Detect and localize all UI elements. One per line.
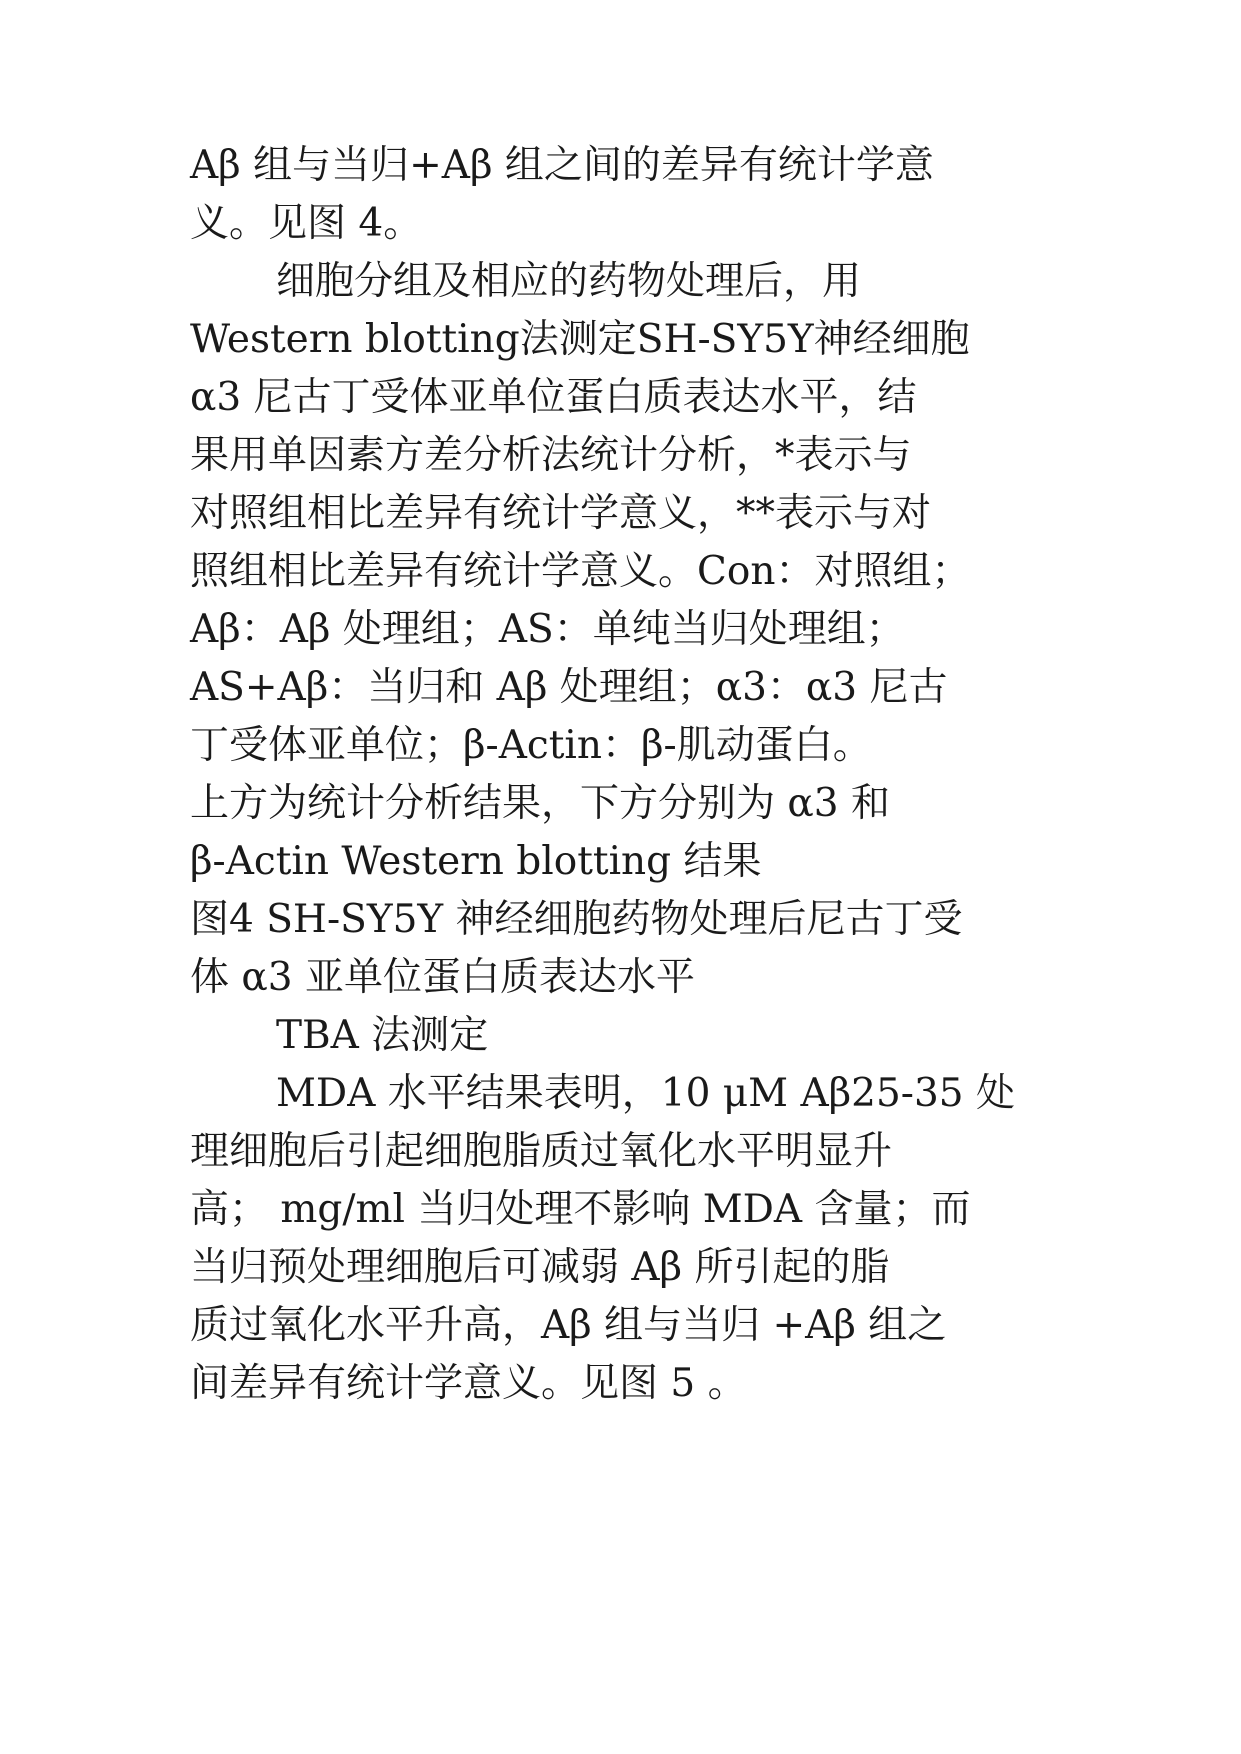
text-line: 对照组相比差异有统计学意义，**表示与对 <box>190 491 932 536</box>
figure-caption: 图4 SH-SY5Y 神经细胞药物处理后尼古丁受 <box>190 897 963 942</box>
section-heading: TBA 法测定 <box>276 1013 489 1058</box>
text-line: 丁受体亚单位；β-Actin：β-肌动蛋白。 <box>190 723 872 768</box>
paragraph-first-line: 细胞分组及相应的药物处理后，用 <box>276 259 862 304</box>
text-line: Aβ：Aβ 处理组；AS：单纯当归处理组； <box>190 607 905 652</box>
text-line: α3 尼古丁受体亚单位蛋白质表达水平，结 <box>190 375 917 420</box>
text-line: 理细胞后引起细胞脂质过氧化水平明显升 <box>190 1129 893 1174</box>
text-line: Western blotting法测定SH-SY5Y神经细胞 <box>190 317 970 362</box>
text-line: 间差异有统计学意义。见图 5 。 <box>190 1361 747 1406</box>
text-line: 义。见图 4。 <box>190 201 423 246</box>
paragraph-first-line: MDA 水平结果表明，10 μM Aβ25-35 处 <box>276 1071 1016 1116</box>
text-line: 高； mg/ml 当归处理不影响 MDA 含量；而 <box>190 1187 971 1232</box>
text-line: β-Actin Western blotting 结果 <box>190 839 762 884</box>
figure-caption: 体 α3 亚单位蛋白质表达水平 <box>190 955 695 1000</box>
text-line: 当归预处理细胞后可减弱 Aβ 所引起的脂 <box>190 1245 890 1290</box>
text-line: 上方为统计分析结果，下方分别为 α3 和 <box>190 781 890 826</box>
text-line: 照组相比差异有统计学意义。Con：对照组； <box>190 549 971 594</box>
text-line: Aβ 组与当归+Aβ 组之间的差异有统计学意 <box>190 143 934 188</box>
text-line: 果用单因素方差分析法统计分析，*表示与 <box>190 433 912 478</box>
text-line: AS+Aβ：当归和 Aβ 处理组；α3：α3 尼古 <box>190 665 948 710</box>
text-line: 质过氧化水平升高，Aβ 组与当归 +Aβ 组之 <box>190 1303 947 1348</box>
